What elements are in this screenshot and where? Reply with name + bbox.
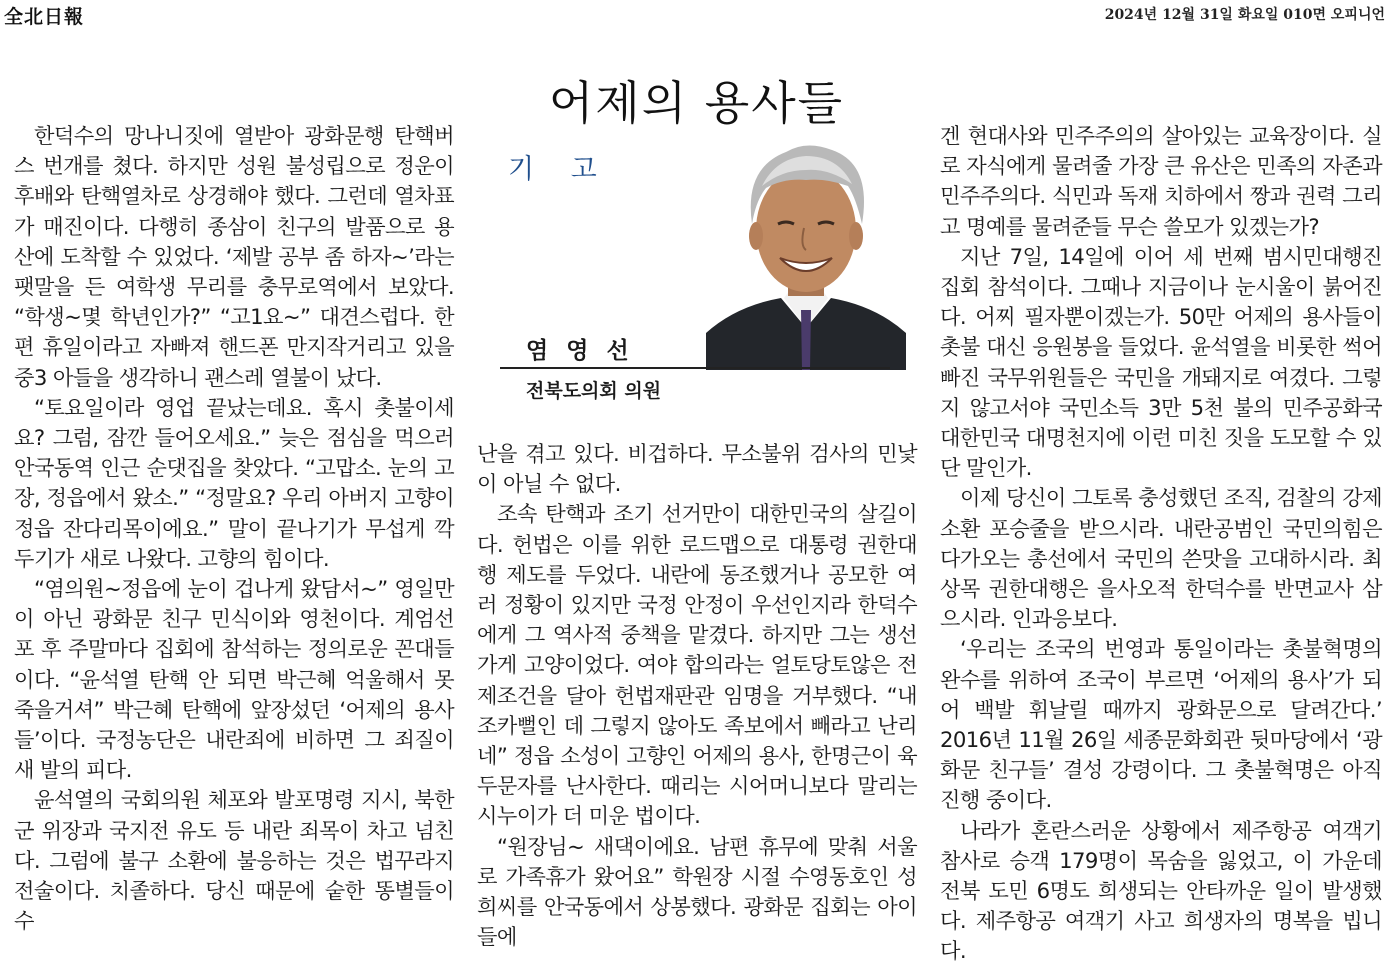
article-headline: 어제의 용사들 <box>548 75 845 130</box>
byline-divider <box>500 367 890 369</box>
paragraph: 한덕수의 망나니짓에 열받아 광화문행 탄핵버스 번개를 쳤다. 하지만 성원 불성립으로 정운이 후배와 탄핵열차로 상경해야 했다. 그런데 열차표가 매진이다. 다행히 종삼이 친구의 발품으로 용산에 도착할 수 있었다. ‘제발 공부 좀 하자~’라는 팻말을 든 여학생 무리를 충무로역에서 보았다. “학생~몇 학년인가?” “고1요~” 대견스럽다. 한편 휴일이라고 자빠져 핸드폰 만지작거리고 있을 중3 아들을 생각하니 괜스레 열불이 났다. <box>14 123 454 390</box>
paragraph: 겐 현대사와 민주주의의 살아있는 교육장이다. 실로 자식에게 물려줄 가장 큰 유산은 민족의 자존과 민주주의다. 식민과 독재 치하에서 짱과 권력 그리고 명예를 물려준들 무슨 쓸모가 있겠는가? <box>940 123 1382 239</box>
paragraph: 윤석열의 국회의원 체포와 발포명령 지시, 북한군 위장과 국지전 유도 등 내란 죄목이 차고 넘친다. 그럼에 불구 소환에 불응하는 것은 법꾸라지 전술이다. 치졸하다. 당신 때문에 숱한 똥별들이 수 <box>14 787 454 934</box>
paragraph: “토요일이라 영업 끝났는데요. 혹시 촛불이세요? 그럼, 잠깐 들어오세요.” 늦은 점심을 먹으러 안국동역 인근 순댓집을 찾았다. “고맙소. 눈의 고장, 정읍에서 왔소.” “정말요? 우리 아버지 고향이 정읍 잔다리목이에요.” 말이 끝나기가 무섭게 깍두기가 새로 나왔다. 고향의 힘이다. <box>14 394 454 571</box>
paragraph: 이제 당신이 그토록 충성했던 조직, 검찰의 강제소환 포승줄을 받으시라. 내란공범인 국민의힘은 다가오는 총선에서 국민의 쓴맛을 고대하시라. 최상목 권한대행은 을사오적 한덕수를 반면교사 삼으시라. 인과응보다. <box>940 485 1382 632</box>
article-column-2 <box>477 439 917 952</box>
paragraph: 나라가 혼란스러운 상황에서 제주항공 여객기 참사로 승객 179명이 목숨을 잃었고, 이 가운데 전북 도민 6명도 희생되는 안타까운 일이 발생했다. 제주항공 여객기 사고 희생자의 명복을 빕니다. <box>940 817 1382 964</box>
paragraph: 지난 7일, 14일에 이어 세 번째 범시민대행진 집회 참석이다. 그때나 지금이나 눈시울이 붉어진다. 어찌 필자뿐이겠는가. 50만 어제의 용사들이 촛불 대신 응원봉을 들었다. 윤석열을 비롯한 썩어 빠진 국무위원들은 국민을 개돼지로 여겼다. 그렇지 않고서야 국민소득 3만 5천 불의 민주공화국 대한민국 대명천지에 이런 미친 짓을 도모할 수 있단 말인가. <box>940 243 1382 481</box>
publication-dateline: 2024년 12월 31일 화요일 010면 오피니언 <box>1104 7 1385 23</box>
author-photo <box>706 128 906 370</box>
paragraph: “원장님~ 새댁이에요. 남편 휴무에 맞춰 서울로 가족휴가 왔어요” 학원장 시절 수영동호인 성희씨를 안국동에서 상봉했다. 광화문 집회는 아이들에 <box>477 833 917 950</box>
article-column-3 <box>940 121 1382 967</box>
article-column-1 <box>14 121 454 936</box>
author-name: 염 영 선 <box>526 338 634 364</box>
paragraph: “염의원~정읍에 눈이 겁나게 왔담서~” 영일만이 아닌 광화문 친구 민식이와 영천이다. 계엄선포 후 주말마다 집회에 참석하는 정의로운 꼰대들이다. “윤석열 탄핵 안 되면 박근혜 억울해서 못 죽을거셔” 박근혜 탄핵에 앞장섰던 ‘어제의 용사들’이다. 국정농단은 내란죄에 비하면 그 죄질이 새 발의 피다. <box>14 576 454 783</box>
author-title: 전북도의회 의원 <box>526 380 662 402</box>
newspaper-masthead: 全北日報 <box>4 6 85 28</box>
paragraph: 난을 겪고 있다. 비겁하다. 무소불위 검사의 민낯이 아닐 수 없다. <box>477 441 917 497</box>
contributor-box <box>478 120 922 420</box>
paragraph: ‘우리는 조국의 번영과 통일이라는 촛불혁명의 완수를 위하여 조국이 부르면 ‘어제의 용사’가 되어 백발 휘날릴 때까지 광화문으로 달려간다.’ 2016년 11월 26일 세종문화회관 뒷마당에서 ‘광화문 친구들’ 결성 강령이다. 그 촛불혁명은 아직 진행 중이다. <box>940 636 1382 813</box>
paragraph: 조속 탄핵과 조기 선거만이 대한민국의 살길이다. 헌법은 이를 위한 로드맵으로 대통령 권한대행 제도를 두었다. 내란에 동조했거나 공모한 여러 정황이 있지만 국정 안정이 우선인지라 한덕수에게 그 역사적 중책을 맡겼다. 하지만 그는 생선가게 고양이었다. 여야 합의라는 얼토당토않은 전제조건을 달아 헌법재판관 임명을 거부했다. “내 조카뻘인 데 그렇지 않아도 족보에서 빼라고 난리네” 정읍 소성이 고향인 어제의 용사, 한명근이 육두문자를 난사한다. 때리는 시어머니보다 말리는 시누이가 더 미운 법이다. <box>477 501 917 829</box>
section-label: 기 고 <box>508 154 611 185</box>
